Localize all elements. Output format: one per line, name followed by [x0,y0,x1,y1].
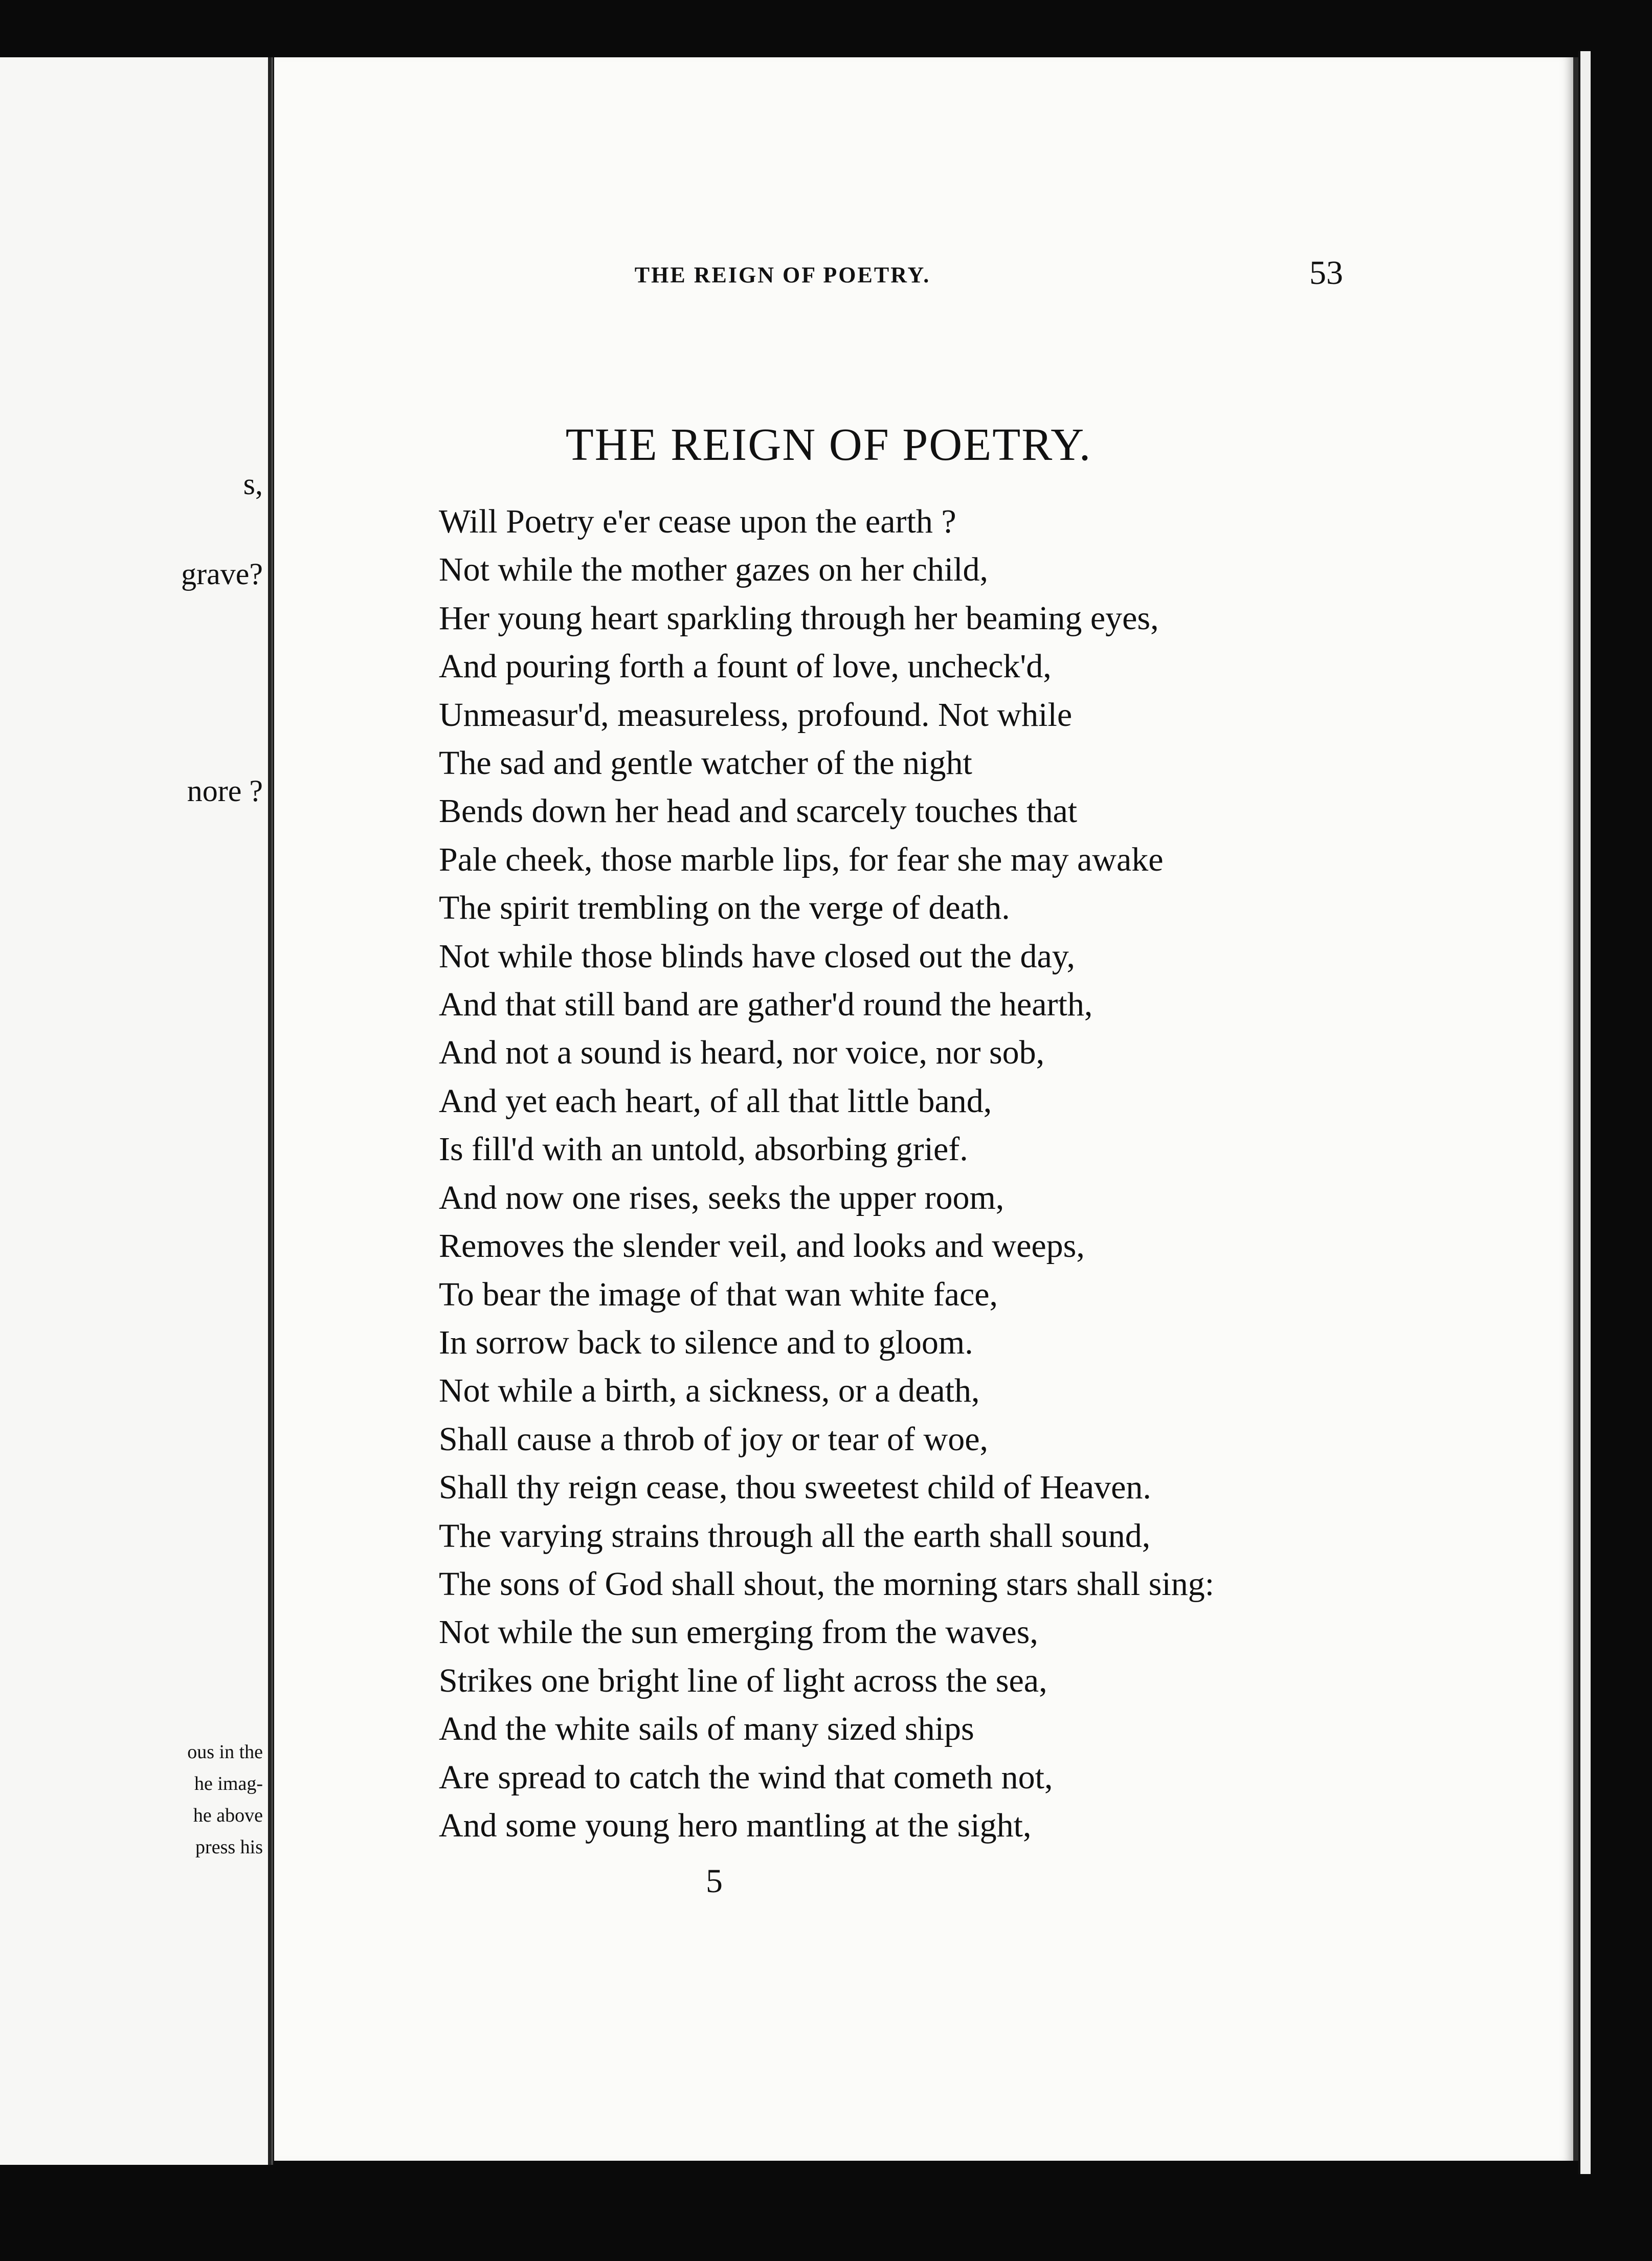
poem-line: Shall cause a throb of joy or tear of woe, [439,1420,988,1458]
poem-line: And pouring forth a fount of love, uncheck'd, [439,648,1052,685]
poem-line: Shall thy reign cease, thou sweetest child of Heaven. [439,1469,1151,1506]
poem-line: Strikes one bright line of light across the sea, [439,1661,1047,1699]
running-head: THE REIGN OF POETRY. [634,262,931,287]
poem-line: And yet each heart, of all that little band, [439,1082,992,1120]
left-page-text-fragment: grave? [181,557,263,591]
poem-title: THE REIGN OF POETRY. [565,419,1092,470]
poem-line: The varying strains through all the earth shall sound, [439,1517,1151,1555]
left-page-text-fragment: nore ? [187,774,263,808]
left-page-fragment [0,57,271,2165]
book-gutter [271,57,273,2165]
poem-line: Is fill'd with an untold, absorbing grief. [439,1130,968,1168]
poem-line: And now one rises, seeks the upper room, [439,1179,1004,1216]
left-page-note-line: he imag- [194,1773,263,1794]
poem-line: Not while the sun emerging from the waves, [439,1613,1038,1651]
poem-line: Are spread to catch the wind that cometh not, [439,1758,1053,1796]
page-number: 53 [1309,254,1343,292]
poem-line: In sorrow back to silence and to gloom. [439,1323,973,1361]
poem-line: The sons of God shall shout, the morning stars shall sing: [439,1565,1215,1603]
poem-line: Not while the mother gazes on her child, [439,551,989,589]
poem-line: Not while a birth, a sickness, or a death, [439,1372,980,1410]
left-page-note-line: he above [193,1805,263,1826]
poem-line: And that still band are gather'd round the hearth, [439,986,1093,1024]
poem-line: Removes the slender veil, and looks and weeps, [439,1227,1085,1265]
poem-line: And not a sound is heard, nor voice, nor sob, [439,1034,1045,1072]
poem-line: Will Poetry e'er cease upon the earth ? [439,503,956,540]
poem-line: And the white sails of many sized ships [439,1710,974,1748]
poem-line: The spirit trembling on the verge of death. [439,889,1010,927]
page-edge [1578,51,1591,2174]
poem-line: And some young hero mantling at the sight, [439,1806,1032,1844]
poem-line: Not while those blinds have closed out the day, [439,937,1075,975]
poem-line: The sad and gentle watcher of the night [439,744,972,782]
poem-line: To bear the image of that wan white face, [439,1275,998,1313]
left-page-note-line: ous in the [187,1741,263,1763]
poem-line: Her young heart sparkling through her beaming eyes, [439,599,1159,637]
poem-line: Unmeasur'd, measureless, profound. Not while [439,696,1073,734]
poem-line: Bends down her head and scarcely touches that [439,792,1078,830]
signature-mark: 5 [706,1863,723,1900]
poem-line: Pale cheek, those marble lips, for fear she may awake [439,840,1164,878]
left-page-note-line: press his [195,1836,263,1858]
poem-body [439,498,1214,1850]
left-page-text-fragment: s, [243,467,263,501]
